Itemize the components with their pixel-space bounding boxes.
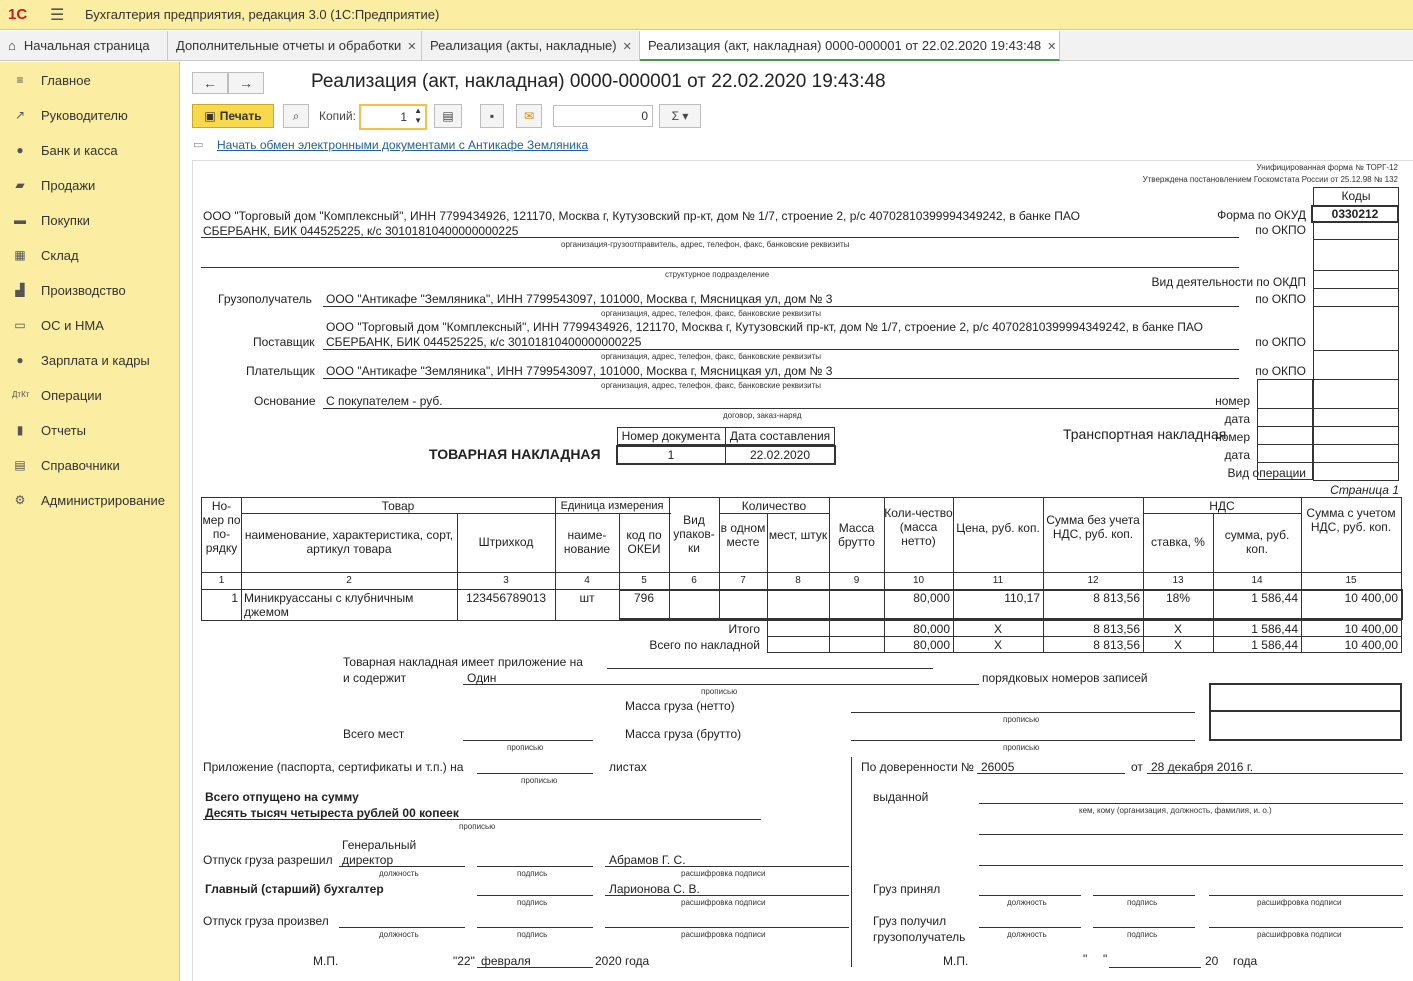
itogo-net: 80,000 (913, 622, 950, 636)
sum-field[interactable]: 0 (553, 105, 653, 127)
title-bar (0, 0, 1413, 30)
itogo-vat: 1 586,44 (1251, 622, 1298, 636)
okud-label: Форма по ОКУД (1217, 208, 1306, 222)
date-day: "22" (453, 954, 475, 968)
proxy-label: По доверенности № (861, 760, 974, 774)
vid-op-label: Вид операции (1227, 466, 1306, 480)
sidebar-item-fixed-assets[interactable] (0, 308, 180, 342)
codes-label: Коды (1341, 189, 1371, 203)
col-num: 5 (641, 575, 647, 586)
sidebar-item-label: Администрирование (41, 493, 165, 508)
rule (605, 927, 849, 928)
supplier-line2: СБЕРБАНК, БИК 044525225, к/с 30101810400000000225 (326, 335, 642, 349)
tab-sales-list[interactable] (422, 31, 640, 61)
docnum-value: 1 (667, 448, 675, 462)
itogo-total: 10 400,00 (1344, 622, 1398, 636)
col-num: 2 (346, 575, 352, 586)
bag-icon: ▰ (15, 178, 25, 192)
rule (201, 572, 1402, 573)
places-label: Всего мест (343, 727, 405, 741)
col-header-gross: Масса брутто (838, 521, 875, 549)
rule (339, 866, 465, 867)
caption: прописью (459, 822, 496, 831)
rule (323, 306, 1239, 307)
cell-okei: 796 (633, 591, 655, 605)
sidebar-item-admin[interactable] (0, 483, 180, 517)
code-line (1257, 462, 1313, 463)
nomer-label: номер (1215, 394, 1250, 408)
rule (977, 773, 1125, 774)
caption: прописью (507, 743, 544, 752)
tab-bar (0, 31, 1413, 61)
rule (979, 895, 1081, 896)
col-header-unit-name: наиме-нование (563, 528, 611, 556)
code-line (1313, 408, 1399, 409)
code-line (1313, 350, 1399, 351)
signer1-name: Абрамов Г. С. (609, 853, 686, 867)
cell-unit: шт (579, 591, 595, 605)
made-label: Отпуск груза произвел (203, 914, 329, 928)
rule (1209, 895, 1403, 896)
col-header-sum: Сумма без учета НДС, руб. коп. (1046, 513, 1140, 541)
attachment-text: Товарная накладная имеет приложение на (343, 655, 583, 669)
sidebar-item-manager[interactable] (0, 98, 180, 132)
rule (1143, 513, 1301, 514)
rule (477, 927, 593, 928)
rule (463, 740, 593, 741)
rule (463, 684, 979, 685)
released-label: Всего отпущено на сумму (205, 790, 359, 804)
preview-button[interactable] (283, 104, 309, 128)
coin-icon: ● (16, 143, 24, 157)
col-header-pack: Вид упаков-ки (673, 513, 715, 555)
document-title: Реализация (акт, накладная) 0000-000001 от 22.02.2020 19:43:48 (311, 71, 886, 92)
caption: организация, адрес, телефон, факс, банковские реквизиты (601, 309, 821, 318)
books-icon: ▤ (14, 458, 26, 472)
sidebar-item-production[interactable] (0, 273, 180, 307)
received-label1: Груз получил (873, 914, 947, 928)
rule (477, 967, 593, 968)
released-amount: Десять тысяч четыреста рублей 00 копеек (205, 806, 459, 820)
spin-icon[interactable]: ▲ ▼ (414, 106, 422, 125)
rule (767, 636, 1402, 637)
payer-label: Плательщик (246, 364, 315, 378)
dt-kt-icon: ДтКт (12, 390, 30, 399)
envelope-icon: ✉ (523, 109, 535, 123)
itogo-x: X (993, 622, 1002, 636)
caption: должность (379, 930, 419, 939)
rule (979, 803, 1403, 804)
exchange-icon: ▭ (193, 139, 204, 151)
close-icon[interactable]: ✕ (407, 41, 417, 53)
print-label: Печать (219, 109, 262, 123)
page-label: Страница 1 (1330, 483, 1399, 497)
sidebar-item-label: Операции (41, 388, 102, 403)
form-unified: Унифицированная форма № ТОРГ-12 (1256, 163, 1398, 172)
okpo-label: по ОКПО (1255, 223, 1306, 237)
sidebar-item-warehouse[interactable] (0, 238, 180, 272)
cart-icon: ▬ (14, 213, 26, 227)
quote-mark: " (1103, 952, 1108, 966)
nomer-data-box (1257, 379, 1313, 480)
close-icon[interactable]: ✕ (1047, 41, 1057, 53)
data-label: дата (1224, 412, 1250, 426)
col-header-barcode: Штрихкод (478, 535, 534, 549)
caption: расшифровка подписи (681, 930, 766, 939)
cell-total: 10 400,00 (1344, 591, 1398, 605)
vsego-sum: 8 813,56 (1093, 638, 1140, 652)
code-line (1313, 444, 1399, 445)
caption: расшифровка подписи (681, 898, 766, 907)
rule (605, 895, 849, 896)
col-num: 9 (853, 575, 860, 586)
stamp-place-left: М.П. (313, 954, 339, 968)
itogo-x: X (1173, 622, 1182, 636)
rule (1209, 927, 1403, 928)
col-num: 15 (1345, 575, 1357, 586)
rule (201, 497, 1402, 498)
copies-value: 1 (400, 110, 407, 124)
rule (477, 895, 593, 896)
printer-icon: ▣ (204, 109, 216, 123)
caption: прописью (1003, 715, 1040, 724)
col-header-price: Цена, руб. коп. (956, 521, 1040, 535)
caption: организация-грузоотправитель, адрес, телефон, факс, банковские реквизиты (561, 240, 850, 249)
proxy-number: 26005 (981, 760, 1015, 774)
col-num: 13 (1172, 575, 1184, 586)
quote-mark: " (1083, 952, 1088, 966)
caption: подпись (517, 898, 548, 907)
position-line2: директор (342, 853, 394, 867)
sheets-label: листах (609, 760, 647, 774)
contains-value: Один (467, 671, 497, 685)
caption: прописью (1003, 743, 1040, 752)
rule (1209, 710, 1402, 712)
sidebar-item-label: Руководителю (41, 108, 128, 123)
magnifier-icon: ⌕ (292, 109, 300, 123)
caption: расшифровка подписи (1257, 930, 1342, 939)
rule (201, 237, 1239, 238)
floppy-icon: ▪ (489, 109, 495, 123)
okud-value: 0330212 (1331, 207, 1379, 221)
vsego-vat: 1 586,44 (1251, 638, 1298, 652)
shipper-line1: ООО "Торговый дом "Комплексный", ИНН 7799434926, 121170, Москва г, Кутузовский пр-кт, дом № 1/7, строение 2, р/с 40702810399994349242, в банке ПАО (203, 209, 1080, 223)
caption: подпись (517, 930, 548, 939)
vsego-total: 10 400,00 (1344, 638, 1398, 652)
basis-label: Основание (254, 394, 316, 408)
col-num: 3 (503, 575, 509, 586)
caption: организация, адрес, телефон, факс, банковские реквизиты (601, 352, 821, 361)
accepted-label: Груз принял (873, 882, 941, 896)
tab-label: Реализация (акт, накладная) 0000-000001 от 22.02.2020 19:43:48 (648, 38, 1042, 53)
col-num: 8 (795, 575, 801, 586)
rule (851, 740, 1195, 741)
rule (323, 408, 1239, 409)
sidebar-item-label: Зарплата и кадры (41, 353, 150, 368)
supplier-label: Поставщик (253, 335, 315, 349)
received-label2: грузополучатель (873, 930, 966, 944)
rule (1147, 773, 1403, 774)
caption: кем, кому (организация, должность, фамилия, и. о.) (1079, 806, 1272, 815)
sigma-icon: Σ ▾ (671, 109, 689, 123)
code-line (1313, 379, 1399, 380)
transport-label: Транспортная накладная (1063, 426, 1227, 442)
code-line (1257, 444, 1313, 445)
edit-icon: ▤ (442, 109, 454, 123)
consignee-value: ООО "Антикафе "Земляника", ИНН 7799543097, 101000, Москва г, Мясницкая ул, дом № 3 (326, 292, 833, 306)
torg12-sheet (192, 160, 1413, 981)
appendix-label: Приложение (паспорта, сертификаты и т.п.) на (203, 760, 464, 774)
sidebar-item-bank[interactable] (0, 133, 180, 167)
okpo-label: по ОКПО (1255, 364, 1306, 378)
nomer-label: номер (1215, 430, 1250, 444)
vsego-x: X (1173, 638, 1182, 652)
caption: прописью (701, 687, 738, 696)
print-button[interactable] (192, 104, 274, 128)
sidebar-item-label: Отчеты (41, 423, 86, 438)
cell-net: 80,000 (913, 591, 950, 605)
issued-label: выданной (873, 790, 929, 804)
docdate-header: Дата составления (729, 429, 831, 443)
factory-icon: ▟ (15, 283, 25, 297)
payer-value: ООО "Антикафе "Земляника", ИНН 7799543097, 101000, Москва г, Мясницкая ул, дом № 3 (326, 364, 833, 378)
sidebar-item-label: Склад (41, 248, 79, 263)
data-label: дата (1224, 448, 1250, 462)
rule (339, 927, 465, 928)
rule (1109, 967, 1201, 968)
rule (201, 620, 1402, 621)
rule (767, 652, 1402, 653)
email-button[interactable] (516, 104, 542, 128)
truck-icon: ▭ (14, 318, 26, 332)
caption: расшифровка подписи (1257, 898, 1342, 907)
vsego-x: X (993, 638, 1002, 652)
col-header-net: Коли-чество (масса нетто) (884, 506, 953, 548)
col-header-unit: Единица измерения (560, 500, 664, 512)
sidebar-item-label: Покупки (41, 213, 90, 228)
code-line (1313, 426, 1399, 427)
col-header-places: мест, штук (768, 528, 828, 542)
forward-button[interactable]: → (228, 72, 264, 94)
date-month: февраля (481, 954, 531, 968)
col-header-qty: Количество (741, 499, 807, 513)
rule (555, 513, 669, 514)
code-line (1257, 426, 1313, 427)
col-header-name: наименование, характеристика, сорт, артикул товара (244, 528, 454, 556)
rule (607, 668, 933, 669)
proxy-date: 28 декабря 2016 г. (1151, 760, 1254, 774)
caption: структурное подразделение (665, 270, 770, 279)
tab-label: Реализация (акты, накладные) (430, 38, 617, 53)
code-line (1313, 239, 1399, 240)
cell-name: Миникруассаны с клубничным джемом (244, 591, 414, 619)
okpo-label: по ОКПО (1255, 292, 1306, 306)
col-num: 12 (1087, 575, 1099, 586)
code-line (1313, 288, 1399, 289)
sidebar-item-purchases[interactable] (0, 203, 180, 237)
rule (851, 712, 1195, 713)
menu-icon: ≡ (16, 73, 24, 87)
app-logo: 1С (8, 6, 28, 23)
signer2-name: Ларионова С. В. (609, 882, 700, 896)
rule (201, 267, 1239, 268)
chart-up-icon: ↗ (14, 108, 26, 122)
form-approved: Утверждена постановлением Госкомстата России от 25.12.98 № 132 (1142, 175, 1398, 184)
proxy-from: от (1131, 760, 1143, 774)
sidebar-item-label: Банк и касса (41, 143, 118, 158)
cell-barcode: 123456789013 (465, 591, 547, 605)
sidebar-item-operations[interactable] (0, 378, 180, 412)
sidebar-item-label: Производство (41, 283, 126, 298)
caption: расшифровка подписи (681, 869, 766, 878)
docdate-value: 22.02.2020 (749, 448, 811, 462)
position-line1: Генеральный (342, 838, 417, 852)
col-num: 10 (912, 575, 925, 586)
gear-icon: ⚙ (14, 493, 26, 507)
sidebar-item-sales[interactable] (0, 168, 180, 202)
basis-value: С покупателем - руб. (326, 394, 443, 408)
allowed-label: Отпуск груза разрешил (203, 853, 333, 867)
rule (477, 773, 593, 774)
consignee-label: Грузополучатель (218, 292, 312, 306)
col-num: 6 (691, 575, 697, 586)
col-header-vatsum: сумма, руб. коп. (1224, 528, 1290, 556)
cell-rate: 18% (1165, 591, 1191, 605)
cell-no: 1 (231, 591, 238, 605)
caption: подпись (1127, 898, 1158, 907)
rule (1401, 497, 1402, 653)
sidebar (0, 62, 180, 981)
rule (979, 865, 1403, 866)
copies-input[interactable] (359, 104, 427, 130)
col-num: 11 (992, 575, 1004, 586)
net-mass-label: Масса груза (нетто) (625, 699, 735, 713)
sidebar-item-label: Справочники (41, 458, 120, 473)
rule (477, 866, 593, 867)
date-year: 2020 года (595, 954, 650, 968)
col-num: 14 (1251, 575, 1263, 586)
caption: договор, заказ-наряд (723, 411, 802, 420)
save-button[interactable] (480, 104, 504, 128)
main-area (181, 62, 1413, 981)
rule (323, 349, 1239, 350)
rule (203, 819, 761, 820)
sidebar-item-label: ОС и НМА (41, 318, 104, 333)
vsego-label: Всего по накладной (649, 638, 760, 652)
warehouse-icon: ▦ (14, 248, 26, 262)
caption: должность (1007, 930, 1047, 939)
caption: организация, адрес, телефон, факс, банковские реквизиты (601, 381, 821, 390)
tab-label: Дополнительные отчеты и обработки (176, 38, 402, 53)
rule (979, 927, 1081, 928)
docnum-header: Номер документа (621, 429, 721, 443)
rule (851, 757, 852, 967)
col-num: 1 (218, 575, 225, 586)
mass-box (1209, 683, 1402, 741)
home-icon: ⌂ (8, 38, 16, 53)
okpo-label: по ОКПО (1255, 335, 1306, 349)
rule (605, 866, 849, 867)
col-header-vat: НДС (1209, 499, 1235, 513)
person-icon: ● (16, 353, 24, 367)
rule (979, 834, 1403, 835)
gross-mass-label: Масса груза (брутто) (625, 727, 742, 741)
sidebar-item-reports[interactable] (0, 413, 180, 447)
rule (1093, 927, 1195, 928)
sidebar-item-main[interactable] (0, 63, 180, 97)
caption: подпись (517, 869, 548, 878)
col-header-one-place: в одном месте (720, 521, 766, 549)
edit-button[interactable] (434, 104, 462, 128)
col-header-no: Но-мер по по-рядку (202, 499, 241, 555)
supplier-line1: ООО "Торговый дом "Комплексный", ИНН 7799434926, 121170, Москва г, Кутузовский пр-кт, дом № 1/7, строение 2, р/с 40702810399994349242, в банке ПАО (326, 320, 1203, 334)
sidebar-item-directories[interactable] (0, 448, 180, 482)
cell-sum: 8 813,56 (1093, 591, 1140, 605)
rule (1093, 895, 1195, 896)
code-line (1313, 462, 1399, 463)
window-title: Бухгалтерия предприятия, редакция 3.0 (1С:Предприятие) (85, 7, 440, 22)
col-header-total: Сумма с учетом НДС, руб. коп. (1306, 506, 1396, 534)
copies-label: Копий: (319, 109, 356, 123)
caption: прописью (521, 776, 558, 785)
vsego-net: 80,000 (913, 638, 950, 652)
close-icon[interactable]: ✕ (622, 41, 632, 53)
rule (719, 513, 829, 514)
itogo-label: Итого (728, 622, 760, 636)
rule (323, 378, 1239, 379)
back-button[interactable]: ← (192, 72, 228, 94)
tn-title: ТОВАРНАЯ НАКЛАДНАЯ (429, 446, 601, 462)
tab-additional-reports[interactable] (168, 31, 422, 61)
col-header-okei: код по ОКЕИ (626, 528, 662, 556)
shipper-line2: СБЕРБАНК, БИК 044525225, к/с 30101810400000000225 (203, 224, 519, 238)
col-header-rate: ставка, % (1151, 535, 1205, 549)
sidebar-item-label: Главное (41, 73, 91, 88)
tab-label: Начальная страница (23, 38, 150, 53)
okdp-label: Вид деятельности по ОКДП (1151, 275, 1306, 289)
itogo-sum: 8 813,56 (1093, 622, 1140, 636)
tab-sales-document[interactable] (640, 31, 1060, 61)
sum-dropdown-button[interactable] (659, 104, 701, 128)
code-line (1313, 270, 1399, 271)
stamp-place-right: М.П. (943, 954, 969, 968)
hamburger-menu-icon[interactable]: ☰ (50, 7, 65, 24)
codes-column-box (1313, 223, 1399, 481)
chief-accountant-label: Главный (старший) бухгалтер (205, 882, 384, 896)
sidebar-item-salary[interactable] (0, 343, 180, 377)
caption: подпись (1127, 930, 1158, 939)
col-header-goods: Товар (381, 499, 415, 513)
contains-text: и содержит (343, 671, 407, 685)
caption: должность (1007, 898, 1047, 907)
code-line (1257, 408, 1313, 409)
tab-home[interactable] (0, 31, 168, 61)
col-num: 4 (584, 575, 590, 586)
bar-chart-icon: ▮ (16, 423, 24, 437)
exchange-link[interactable]: Начать обмен электронными документами с Антикафе Земляника (217, 138, 589, 152)
year-prefix: 20 (1205, 954, 1219, 968)
sidebar-item-label: Продажи (41, 178, 96, 193)
col-num: 7 (740, 575, 746, 586)
caption: должность (379, 869, 419, 878)
cell-price: 110,17 (1004, 591, 1040, 605)
rows-text: порядковых номеров записей (982, 671, 1148, 685)
cell-vat: 1 586,44 (1251, 591, 1298, 605)
code-line (1313, 306, 1399, 307)
year-word: года (1233, 954, 1258, 968)
